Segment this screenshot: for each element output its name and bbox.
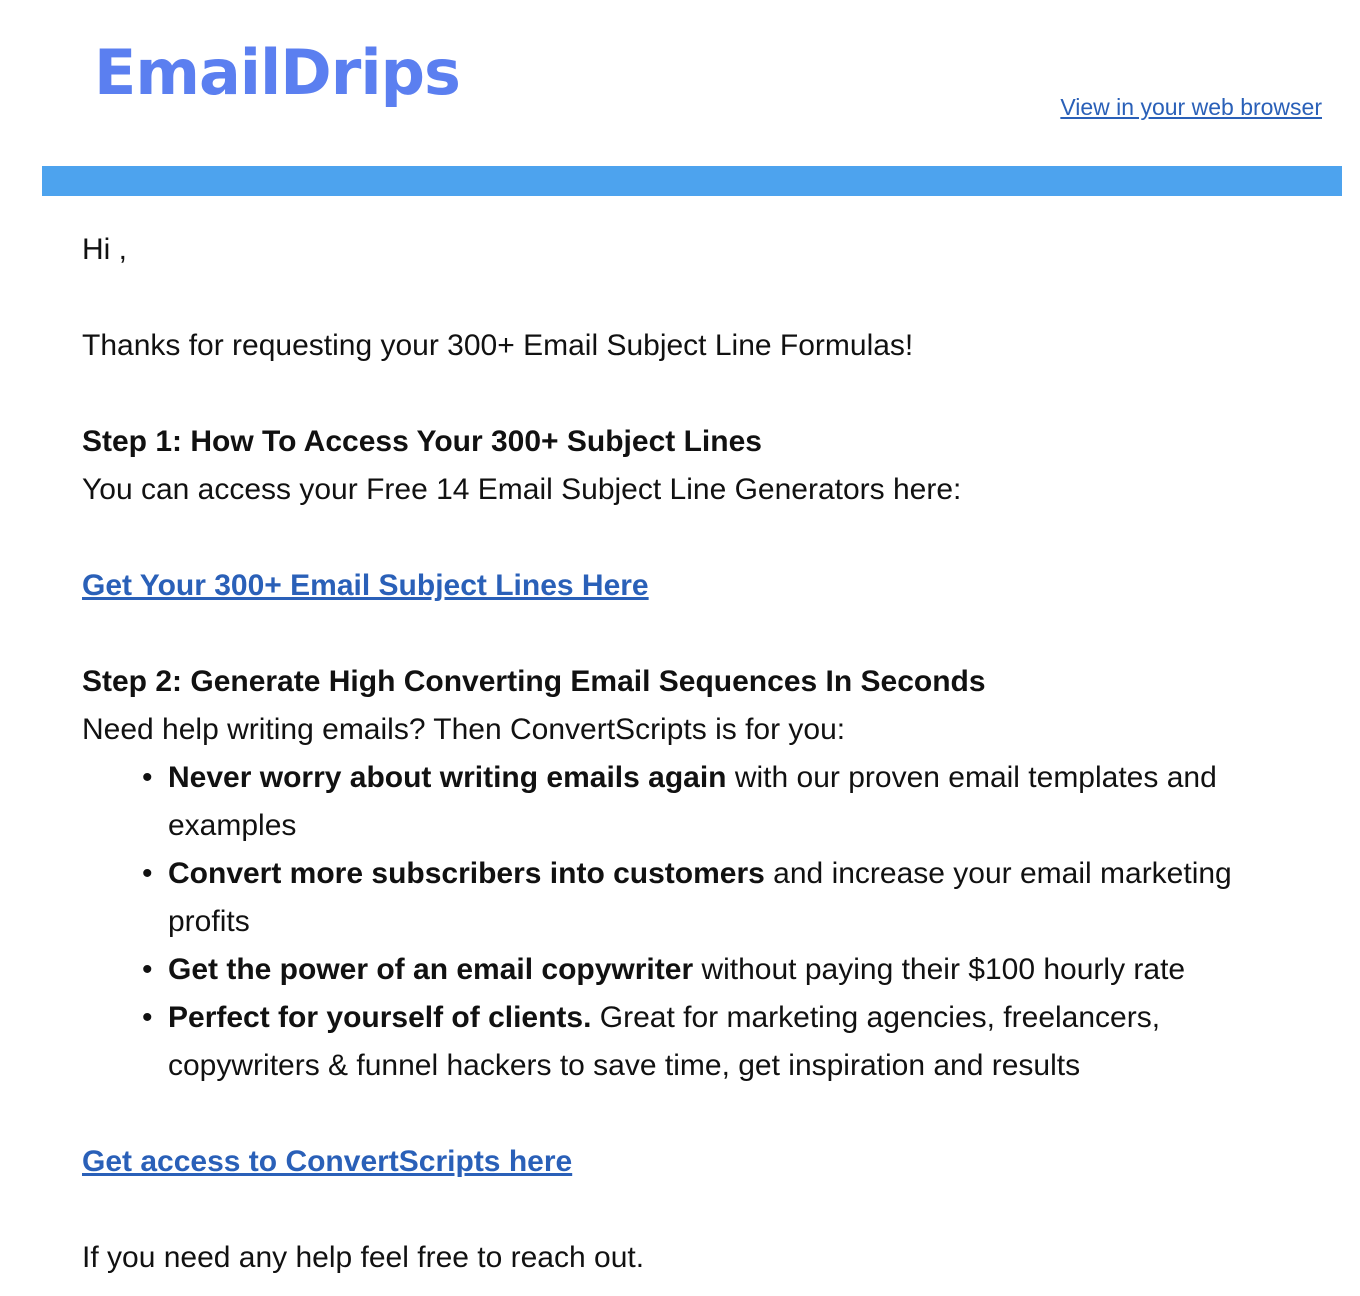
bullet-icon: • [142,761,153,794]
step2-body: Need help writing emails? Then ConvertScripts is for you: [82,713,846,746]
view-in-browser-link[interactable]: View in your web browser [1060,94,1322,120]
benefit-text: without paying their $100 hourly rate [693,953,1186,986]
bullet-icon: • [142,953,153,986]
benefit-text: with our proven email templates and examples [168,761,1217,842]
spacer [82,274,1302,322]
spacer [82,1090,1302,1138]
convertscripts-link[interactable]: Get access to ConvertScripts here [82,1145,573,1178]
spacer [82,514,1302,562]
list-item [142,994,1302,1090]
email-header [0,0,1360,166]
benefit-text: and increase your email marketing profits [168,857,1232,938]
list-item [142,946,1302,994]
benefit-bold: Get the power of an email copywriter [168,953,694,986]
bullet-icon: • [142,857,153,890]
benefit-bold: Never worry about writing emails again [168,761,727,794]
list-item [142,850,1302,946]
benefit-bold: Perfect for yourself of clients. [168,1001,592,1034]
header-accent-bar [42,166,1342,196]
email-body [82,226,1302,1282]
greeting: Hi , [82,233,127,266]
step1-body: You can access your Free 14 Email Subject Line Generators here: [82,473,962,506]
step1-heading: Step 1: How To Access Your 300+ Subject Lines [82,425,762,458]
thanks-message: Thanks for requesting your 300+ Email Subject Line Formulas! [82,329,914,362]
bullet-icon: • [142,1001,153,1034]
get-subject-lines-link[interactable]: Get Your 300+ Email Subject Lines Here [82,569,649,602]
spacer [82,370,1302,418]
benefits-list [82,754,1302,1090]
benefit-text: Great for marketing agencies, freelancers, copywriters & funnel hackers to save time, get inspiration and results [168,1001,1161,1082]
benefit-bold: Convert more subscribers into customers [168,857,765,890]
spacer [82,1186,1302,1234]
list-item [142,754,1302,850]
step2-heading: Step 2: Generate High Converting Email Sequences In Seconds [82,665,986,698]
emaildrips-logo: EmailDrips [94,36,460,109]
spacer [82,610,1302,658]
closing-message: If you need any help feel free to reach out. [82,1241,645,1274]
